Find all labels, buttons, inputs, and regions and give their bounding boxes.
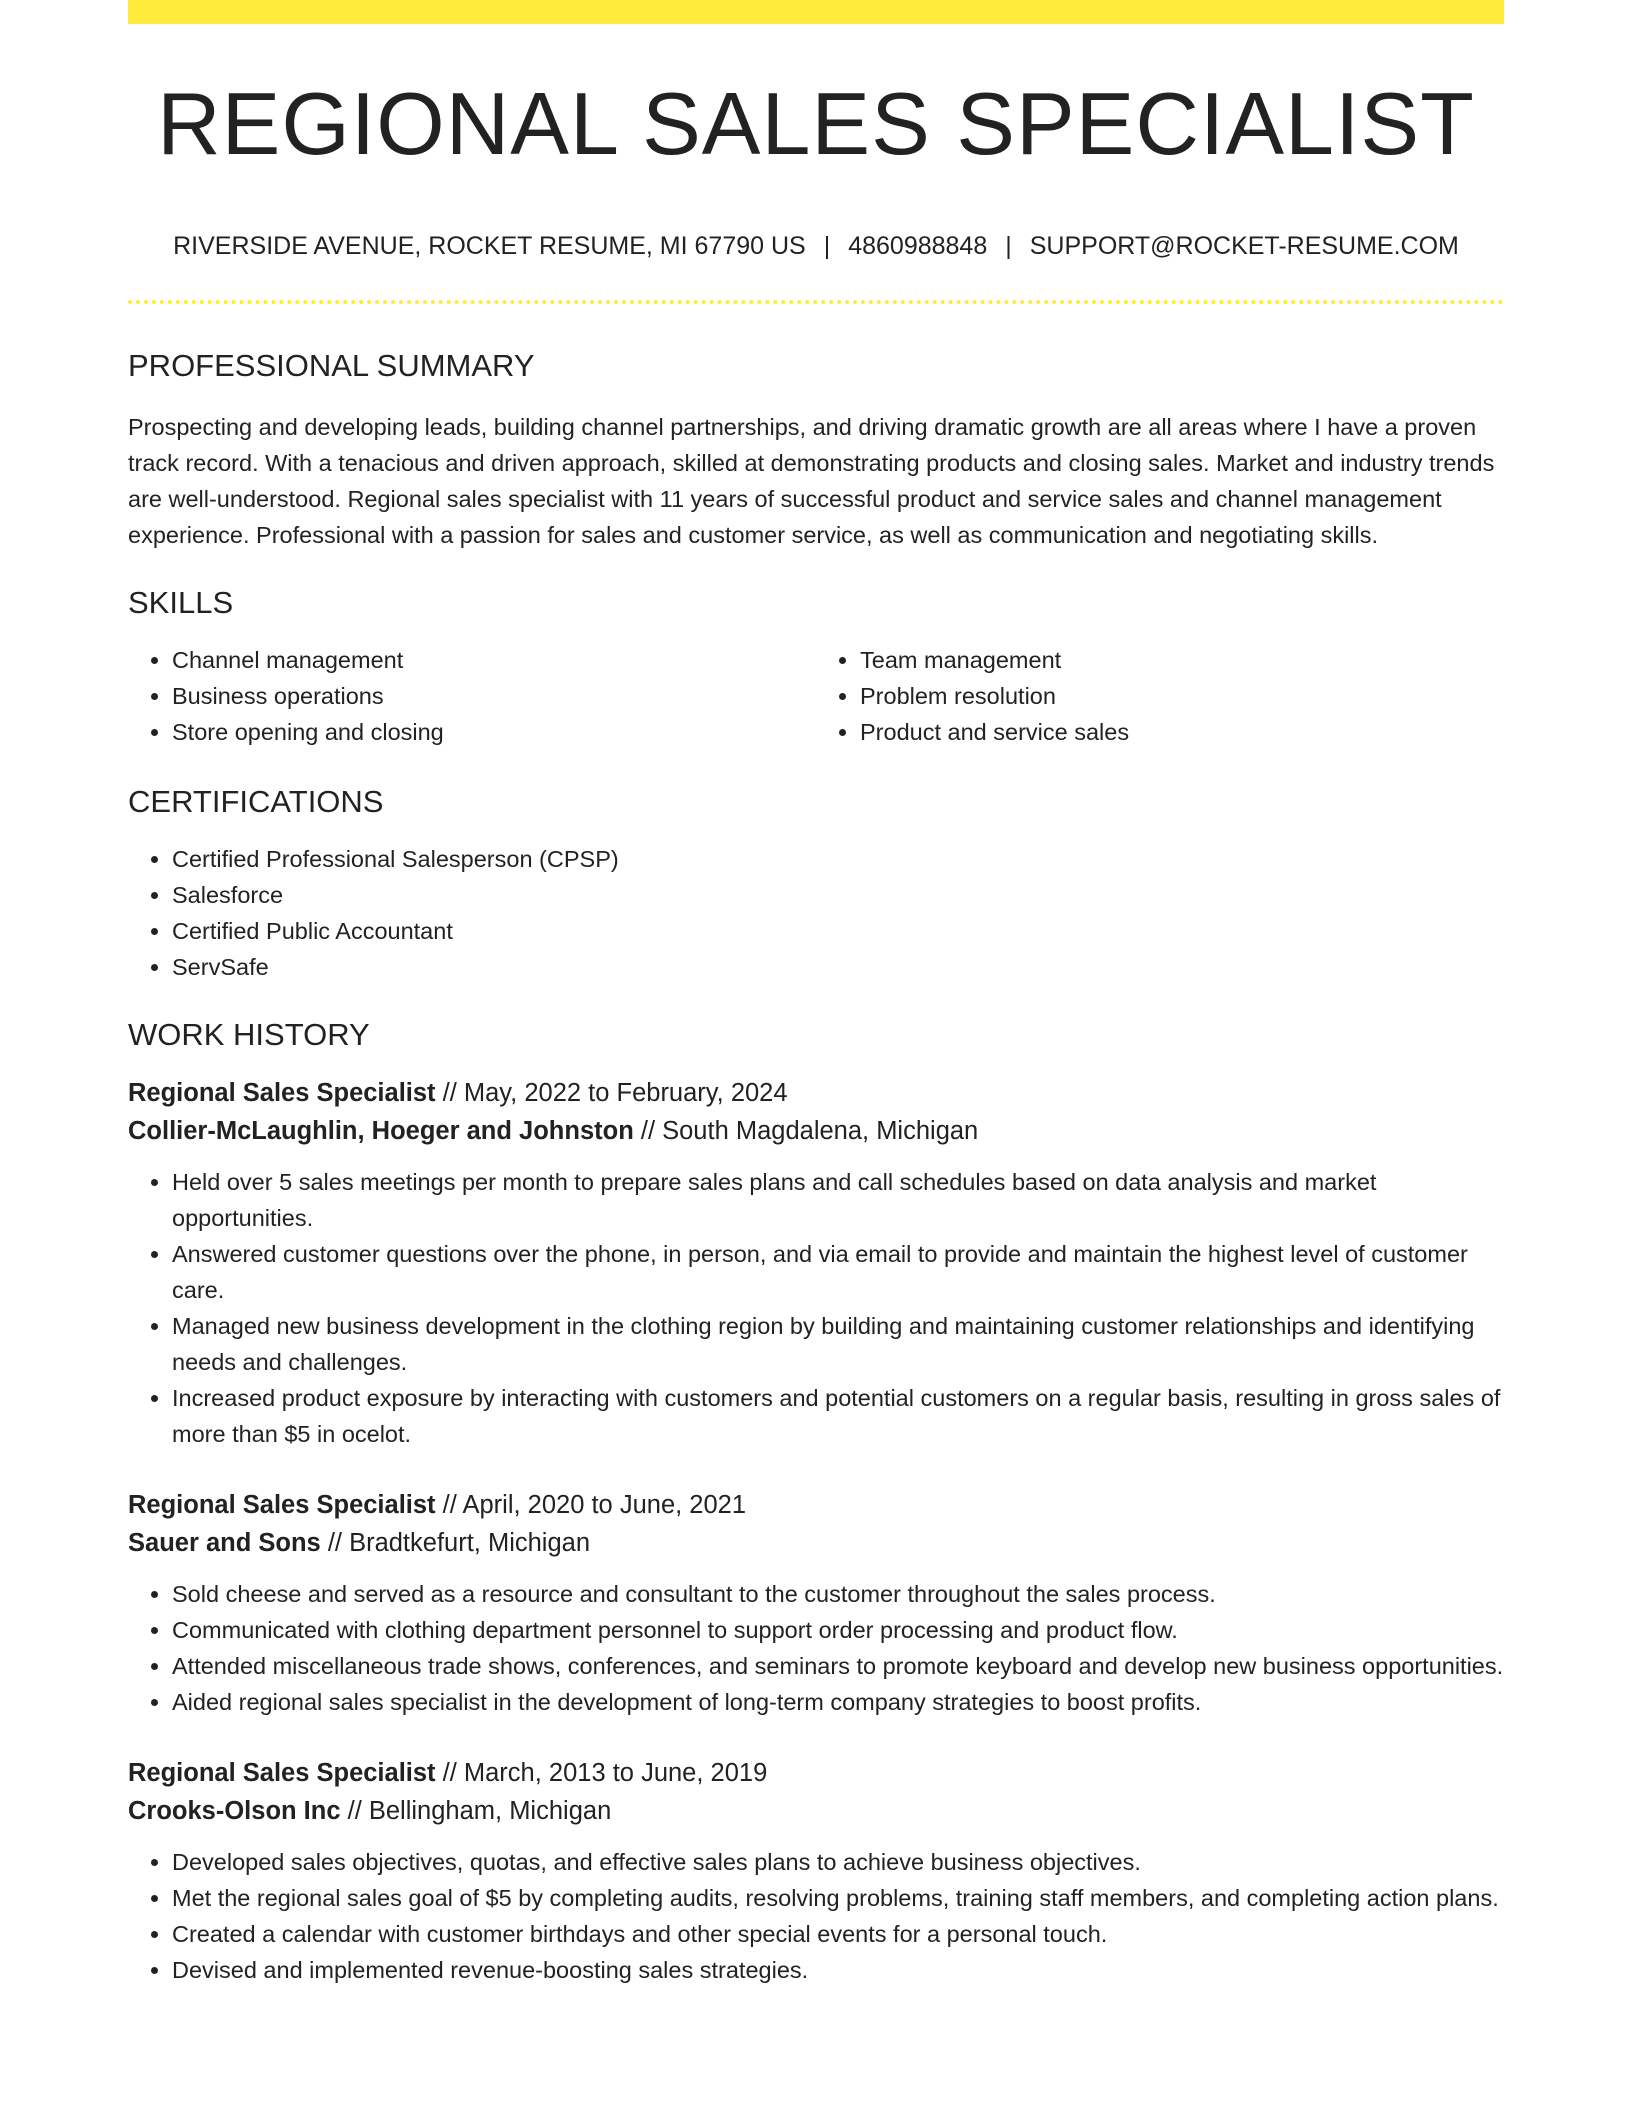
job-role: Regional Sales Specialist	[128, 1759, 436, 1787]
contact-separator: |	[1005, 232, 1012, 260]
work-history-section	[128, 1019, 1504, 1988]
job-company: Sauer and Sons	[128, 1529, 321, 1557]
job-bullet: • Increased product exposure by interacting with customers and potential customers on a regular basis, resulting in gross sales of more than $5 in ocelot.	[172, 1380, 1504, 1452]
job-bullet: • Created a calendar with customer birthdays and other special events for a personal touch.	[172, 1916, 1504, 1952]
job-role-line	[128, 1074, 1504, 1112]
certification-item: • Certified Professional Salesperson (CPSP)	[172, 841, 1504, 877]
job-bullet: • Attended miscellaneous trade shows, conferences, and seminars to promote keyboard and develop new business opportunities.	[172, 1648, 1504, 1684]
skill-item: • Business operations	[172, 678, 816, 714]
job-entry	[128, 1074, 1504, 1452]
job-dates: // March, 2013 to June, 2019	[435, 1759, 768, 1787]
job-company-line	[128, 1792, 1504, 1830]
contact-address: RIVERSIDE AVENUE, ROCKET RESUME, MI 67790 US	[173, 232, 806, 260]
job-bullet: • Communicated with clothing department personnel to support order processing and product flow.	[172, 1612, 1504, 1648]
summary-heading: PROFESSIONAL SUMMARY	[128, 348, 535, 383]
job-bullet: • Devised and implemented revenue-boosting sales strategies.	[172, 1952, 1504, 1988]
skills-heading: SKILLS	[128, 585, 234, 620]
job-bullet: • Aided regional sales specialist in the development of long-term company strategies to boost profits.	[172, 1684, 1504, 1720]
resume-title: REGIONAL SALES SPECIALIST	[157, 74, 1475, 173]
job-location: // Bradtkefurt, Michigan	[320, 1529, 591, 1557]
certification-item: • Certified Public Accountant	[172, 913, 1504, 949]
job-bullets	[128, 1844, 1504, 1988]
skill-item: • Team management	[860, 642, 1504, 678]
job-bullet: • Sold cheese and served as a resource and consultant to the customer throughout the sales process.	[172, 1576, 1504, 1612]
contact-email: SUPPORT@ROCKET-RESUME.COM	[1029, 232, 1459, 260]
job-bullet: • Met the regional sales goal of $5 by completing audits, resolving problems, training staff members, and completing action plans.	[172, 1880, 1504, 1916]
job-company-line	[128, 1524, 1504, 1562]
certifications-section	[128, 786, 1504, 985]
job-company: Collier-McLaughlin, Hoeger and Johnston	[128, 1117, 634, 1145]
resume-page	[128, 0, 1504, 1988]
job-entry	[128, 1486, 1504, 1720]
certifications-list	[128, 841, 1504, 985]
accent-top-bar	[128, 0, 1504, 24]
contact-phone: 4860988848	[848, 232, 988, 260]
skills-list-left	[128, 642, 816, 750]
certification-item: • Salesforce	[172, 877, 1504, 913]
job-company-line	[128, 1112, 1504, 1150]
summary-section	[128, 350, 1504, 553]
job-bullet: • Developed sales objectives, quotas, and effective sales plans to achieve business objectives.	[172, 1844, 1504, 1880]
job-role-line	[128, 1486, 1504, 1524]
skills-section	[128, 587, 1504, 750]
job-dates: // May, 2022 to February, 2024	[435, 1079, 788, 1107]
job-dates: // April, 2020 to June, 2021	[435, 1491, 747, 1519]
summary-text: Prospecting and developing leads, building channel partnerships, and driving dramatic growth are all areas where I have a proven track record. With a tenacious and driven approach, skilled at demonstrating products and closing sales. Market and industry trends are well-understood. Regional sales specialist with 11 years of successful product and service sales and channel management experience. Professional with a passion for sales and customer service, as well as communication and negotiating skills.	[128, 414, 1495, 548]
job-company: Crooks-Olson Inc	[128, 1797, 341, 1825]
skill-item: • Problem resolution	[860, 678, 1504, 714]
job-role-line	[128, 1754, 1504, 1792]
skill-item: • Product and service sales	[860, 714, 1504, 750]
certifications-heading: CERTIFICATIONS	[128, 784, 384, 819]
skills-grid	[128, 642, 1504, 750]
job-role: Regional Sales Specialist	[128, 1491, 436, 1519]
skill-item: • Store opening and closing	[172, 714, 816, 750]
job-bullet: • Answered customer questions over the phone, in person, and via email to provide and maintain the highest level of customer care.	[172, 1236, 1504, 1308]
certification-item: • ServSafe	[172, 949, 1504, 985]
job-bullets	[128, 1164, 1504, 1452]
job-bullet: • Managed new business development in the clothing region by building and maintaining customer relationships and identifying needs and challenges.	[172, 1308, 1504, 1380]
work-history-heading: WORK HISTORY	[128, 1017, 370, 1052]
job-bullets	[128, 1576, 1504, 1720]
job-location: // Bellingham, Michigan	[340, 1797, 612, 1825]
skill-item: • Channel management	[172, 642, 816, 678]
dotted-divider	[128, 300, 1504, 304]
job-entry	[128, 1754, 1504, 1988]
job-bullet: • Held over 5 sales meetings per month to prepare sales plans and call schedules based on data analysis and market opportunities.	[172, 1164, 1504, 1236]
contact-line	[128, 234, 1504, 259]
job-role: Regional Sales Specialist	[128, 1079, 436, 1107]
skills-list-right	[816, 642, 1504, 750]
contact-separator: |	[823, 232, 831, 260]
job-location: // South Magdalena, Michigan	[633, 1117, 979, 1145]
